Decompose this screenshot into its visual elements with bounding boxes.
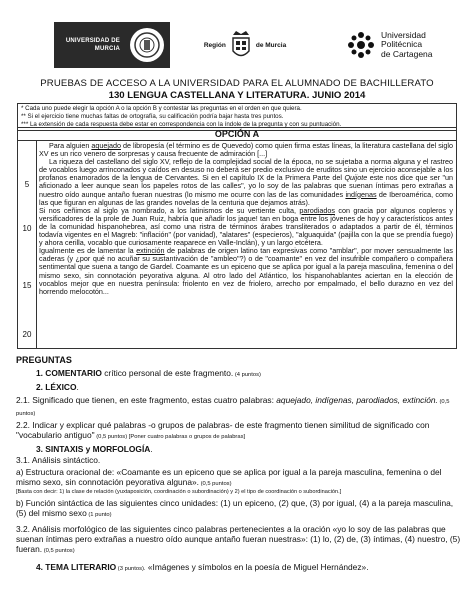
- text-run: de libropesía (el término es de Quevedo) como quien firma estas líneas, la literatura castellana del siglo XV es un rico venero de sorpresas y causa frecuente de admiración [...]: [39, 141, 454, 159]
- text-run: de palabras de origen latino tan expresivas como "amblar", por mover sensualmente las caderas (y ¿por qué no acuñar su sustantivación de "ambleo"?) o de "coamante" en vez del insufrible compañero o compañera sentimental que suena a tango de Gardel. Coamante es un epiceno que se aplica por igual a la pareja masculina, femenina o del mismo sexo, sin connotación peyorativa alguna. Al otro lado del Atlántico, los hispanohablantes aciertan en la elección de vocablos mejor que en nuestra península: friolento en vez de friolero, arrecho por empalmado, el bello durazno en vez del horrendo melocotón...: [39, 246, 453, 296]
- passage-paragraph: [39, 158, 453, 207]
- um-seal-icon: [130, 28, 164, 62]
- passage-paragraph: [39, 142, 453, 158]
- line-number: 15: [22, 281, 32, 290]
- region-murcia-logo: [186, 22, 304, 68]
- instruction-note: *** La extensión de cada respuesta debe estar en correspondencia con la índole de la pregunta y con su puntuación.: [21, 121, 342, 128]
- text-run: a) Estructura oracional de: «Coamante es un epiceno que se aplica por igual a la pareja masculina, femenina o del mismo sexo, sin connotación peyorativa alguna».: [16, 467, 442, 488]
- line-number-column: [18, 140, 37, 349]
- line-number: 10: [22, 224, 32, 233]
- text-run: 3.2. Análisis morfológico de las siguientes cinco palabras pertenecientes a la oración «yo lo soy de las palabras que suenan íntimas pero extrañas a nuestro oído aunque antaño fueran nuestras»: (1) lo, (2) de, (3) íntimas, (4) nuestro, (5) fueran.: [16, 524, 461, 555]
- question-2-1: [16, 395, 462, 419]
- crown-shield-icon: [230, 29, 252, 61]
- passage-paragraph: [39, 247, 453, 296]
- exam-title-line1: PRUEBAS DE ACCESO A LA UNIVERSIDAD PARA EL ALUMNADO DE BACHILLERATO: [40, 78, 434, 89]
- question-3-1-a-note: [Basta con decir: 1) la clase de relación (yuxtaposición, coordinación o subordinación) y 2) el tipo de coordinación o subordinación.]: [16, 489, 342, 496]
- universidad-murcia-logo: [54, 22, 170, 68]
- question-2-2-note: [Poner cuatro palabras o grupos de palabras]: [127, 434, 246, 441]
- questions-heading: PREGUNTAS: [16, 355, 72, 365]
- text-run: este nos dice que ser "un aficionado a leer aunque sean los papeles rotos de las calles", yo lo soy de las palabras que suenan íntimas pero extrañas a nuestro oído aunque antaño fueran nuestras (lo mismo me ocurre con las de las comunidades: [39, 173, 453, 199]
- um-name-line1: UNIVERSIDAD DE: [65, 38, 120, 44]
- question-3-1-a: [16, 467, 462, 496]
- question-4-text: «Imágenes y símbolos en la poesía de Miguel Hernández».: [145, 562, 369, 572]
- question-3-2-points: (0,5 puntos): [42, 548, 75, 555]
- instruction-note: ** Si el ejercicio tiene muchas faltas de ortografía, su calificación podría bajar hasta tres puntos.: [21, 113, 284, 120]
- text-run: Para alguien: [49, 141, 92, 150]
- upct-line2: Politécnica: [381, 39, 423, 50]
- text-run: .: [76, 382, 79, 392]
- upct-name: [381, 31, 433, 60]
- upct-line3: de Cartagena: [381, 48, 433, 59]
- underlined-word: extinción: [136, 246, 165, 256]
- um-logo-text: [54, 37, 120, 53]
- region-left-text: Región: [203, 41, 226, 49]
- question-3-label: 3. SINTAXIS y MORFOLOGÍA: [36, 444, 151, 454]
- question-1: [36, 368, 456, 380]
- upct-emblem-icon: [346, 30, 376, 60]
- question-1-text: crítico personal de este fragmento.: [101, 368, 234, 378]
- question-4-label: 4. TEMA LITERARIO: [36, 562, 117, 572]
- upct-line1: Universidad: [381, 29, 426, 40]
- region-right-text: de Murcia: [255, 41, 287, 49]
- text-run: Igualmente es de lamentar la: [39, 246, 137, 256]
- text-run: Si nos ceñimos al siglo ya nombrado, a los latinismos de su vertiente culta,: [39, 205, 300, 215]
- exam-title-line2: 130 LENGUA CASTELLANA Y LITERATURA. JUNIO 2014: [108, 90, 366, 101]
- um-name-line2: MURCIA: [94, 46, 120, 52]
- question-1-points: (4 puntos): [233, 372, 261, 378]
- question-3-1-b: [16, 498, 462, 520]
- passage-paragraph: [39, 207, 453, 247]
- text-run: .: [150, 444, 153, 454]
- question-3-1: 3.1. Análisis sintáctico.: [16, 455, 101, 465]
- instruction-note: * Cada uno puede elegir la opción A o la opción B y contestar las preguntas en el orden en que quiera.: [21, 105, 302, 112]
- italic-title: Quijote: [344, 173, 368, 183]
- line-number: 20: [22, 330, 32, 339]
- line-number: 5: [24, 180, 30, 189]
- underlined-word: parodiados: [299, 205, 335, 215]
- question-2: [36, 382, 456, 392]
- question-2-2: [16, 420, 462, 442]
- question-3: [36, 444, 456, 454]
- option-title: OPCIÓN A: [18, 128, 456, 141]
- passage-text: [39, 142, 453, 296]
- text-run: 2.1. Significado que tienen, en este fragmento, estas cuatro palabras:: [16, 395, 277, 405]
- option-a-box: [17, 127, 457, 349]
- text-run: La riqueza del castellano del siglo XV, reflejo de la complejidad social de la época, no se sujetaba a norma alguna y el rastreo de vocablos luego arrinconados y caídos en desuso no deberá ser predio exclusivo de eruditos sino un ejercicio aconsejable a los profanos enamorados de la lengua de Cervantes. Si en el capítulo IX de la Primera Parte del: [39, 157, 453, 183]
- underlined-word: indígenas: [345, 189, 377, 199]
- upct-logo: [346, 22, 466, 68]
- question-3-2: [16, 524, 462, 557]
- question-2-1-points: (0,5 puntos): [16, 399, 450, 418]
- question-4-points: (3 puntos).: [116, 566, 146, 572]
- question-2-label: 2. LÉXICO: [36, 382, 77, 392]
- text-run: b) Función sintáctica de las siguientes cinco unidades: (1) un epiceno, (2) que, (3) por igual, (4) a la pareja masculina, (5) del mismo sexo: [16, 498, 454, 519]
- question-2-2-points: (0,5 puntos): [94, 434, 128, 441]
- question-3-1-b-points: (1 punto): [86, 512, 112, 519]
- text-run: 2.2. Indicar y explicar qué palabras -o grupos de palabras- de este fragmento tienen similitud de significado con "vocabulario antiguo": [16, 420, 430, 441]
- text-run: de Iberoamérica, como las que figuran en algunas de las grandes novelas de la centuria que dejamos atrás).: [39, 189, 453, 207]
- question-3-1-a-points: (0,5 puntos): [198, 481, 232, 488]
- question-4: [36, 562, 456, 574]
- question-1-label: 1. COMENTARIO: [36, 368, 102, 378]
- underlined-word: aquejado: [91, 141, 121, 150]
- question-2-1-words: aquejado, indígenas, parodiados, extinción.: [276, 395, 438, 405]
- text-run: con gracia por algunos copleros y versificadores de la prole de Juan Ruiz, habría que añadir los jaque! tan en boga entre los jóvenes de hoy y característicos antes de la comunidad hispanohebrea, así como una ristra de términos árabes transliterados o adaptados a partir de él, términos todavía vigentes en el Magreb: "inflación" (por vanidad), "alatares" (especieros), "alguaquida" (pajilla con la que se prendía fuego) y ahora cerilla, vocablo que curiosamente reaparece en Valle-Inclán), y un largo etcétera.: [39, 205, 453, 248]
